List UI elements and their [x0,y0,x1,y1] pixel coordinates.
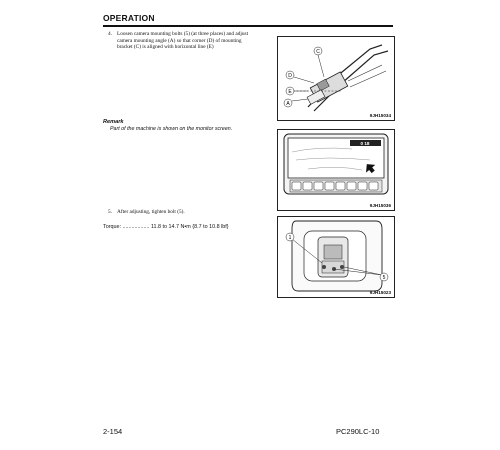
callout-label: D [288,73,292,79]
callout-label: C [316,49,320,55]
callout-label: E [288,89,292,95]
step-4-number: 4. [108,31,112,37]
model-name: PC290LC-10 [336,427,380,436]
screen-readout: 0 18 [360,140,370,146]
step-5-number: 5. [108,209,112,215]
callout-label: 1 [288,235,292,241]
callout-label: 5 [382,275,386,281]
figure-bolt-location [277,216,395,298]
step-5-text: After adjusting, tighten bolt (5). [117,209,185,215]
step-5 [108,209,185,215]
figure-id: 9JH15036 [369,203,391,208]
step-4-text: Loosen camera mounting bolts (5) (at three places) and adjust camera mounting angle (A) so that corner (D) of mounting bracket (C) is aligned with horizontal line (E) [117,31,249,51]
remark-text: Part of the machine is shown on the monitor screen. [110,126,233,132]
header-rule [103,25,393,27]
monitor-illustration [278,130,394,210]
page-number: 2-154 [103,427,123,436]
torque-value: 11.8 to 14.7 N•m {8.7 to 10.8 lbf} [150,224,229,230]
torque-leader: .................. [122,224,150,230]
figure-monitor-screen [277,129,395,211]
section-title: OPERATION [103,13,155,23]
remark-heading: Remark [103,119,124,125]
bolt-illustration [278,217,394,297]
camera-mounting-illustration [278,37,394,120]
torque-spec [103,224,229,230]
figure-id: 9JH15023 [369,290,391,295]
step-4 [108,31,258,51]
figure-camera-mounting [277,36,395,121]
torque-label: Torque: [103,224,121,230]
callout-label: A [286,101,290,107]
figure-id: 9JH15034 [369,113,391,118]
